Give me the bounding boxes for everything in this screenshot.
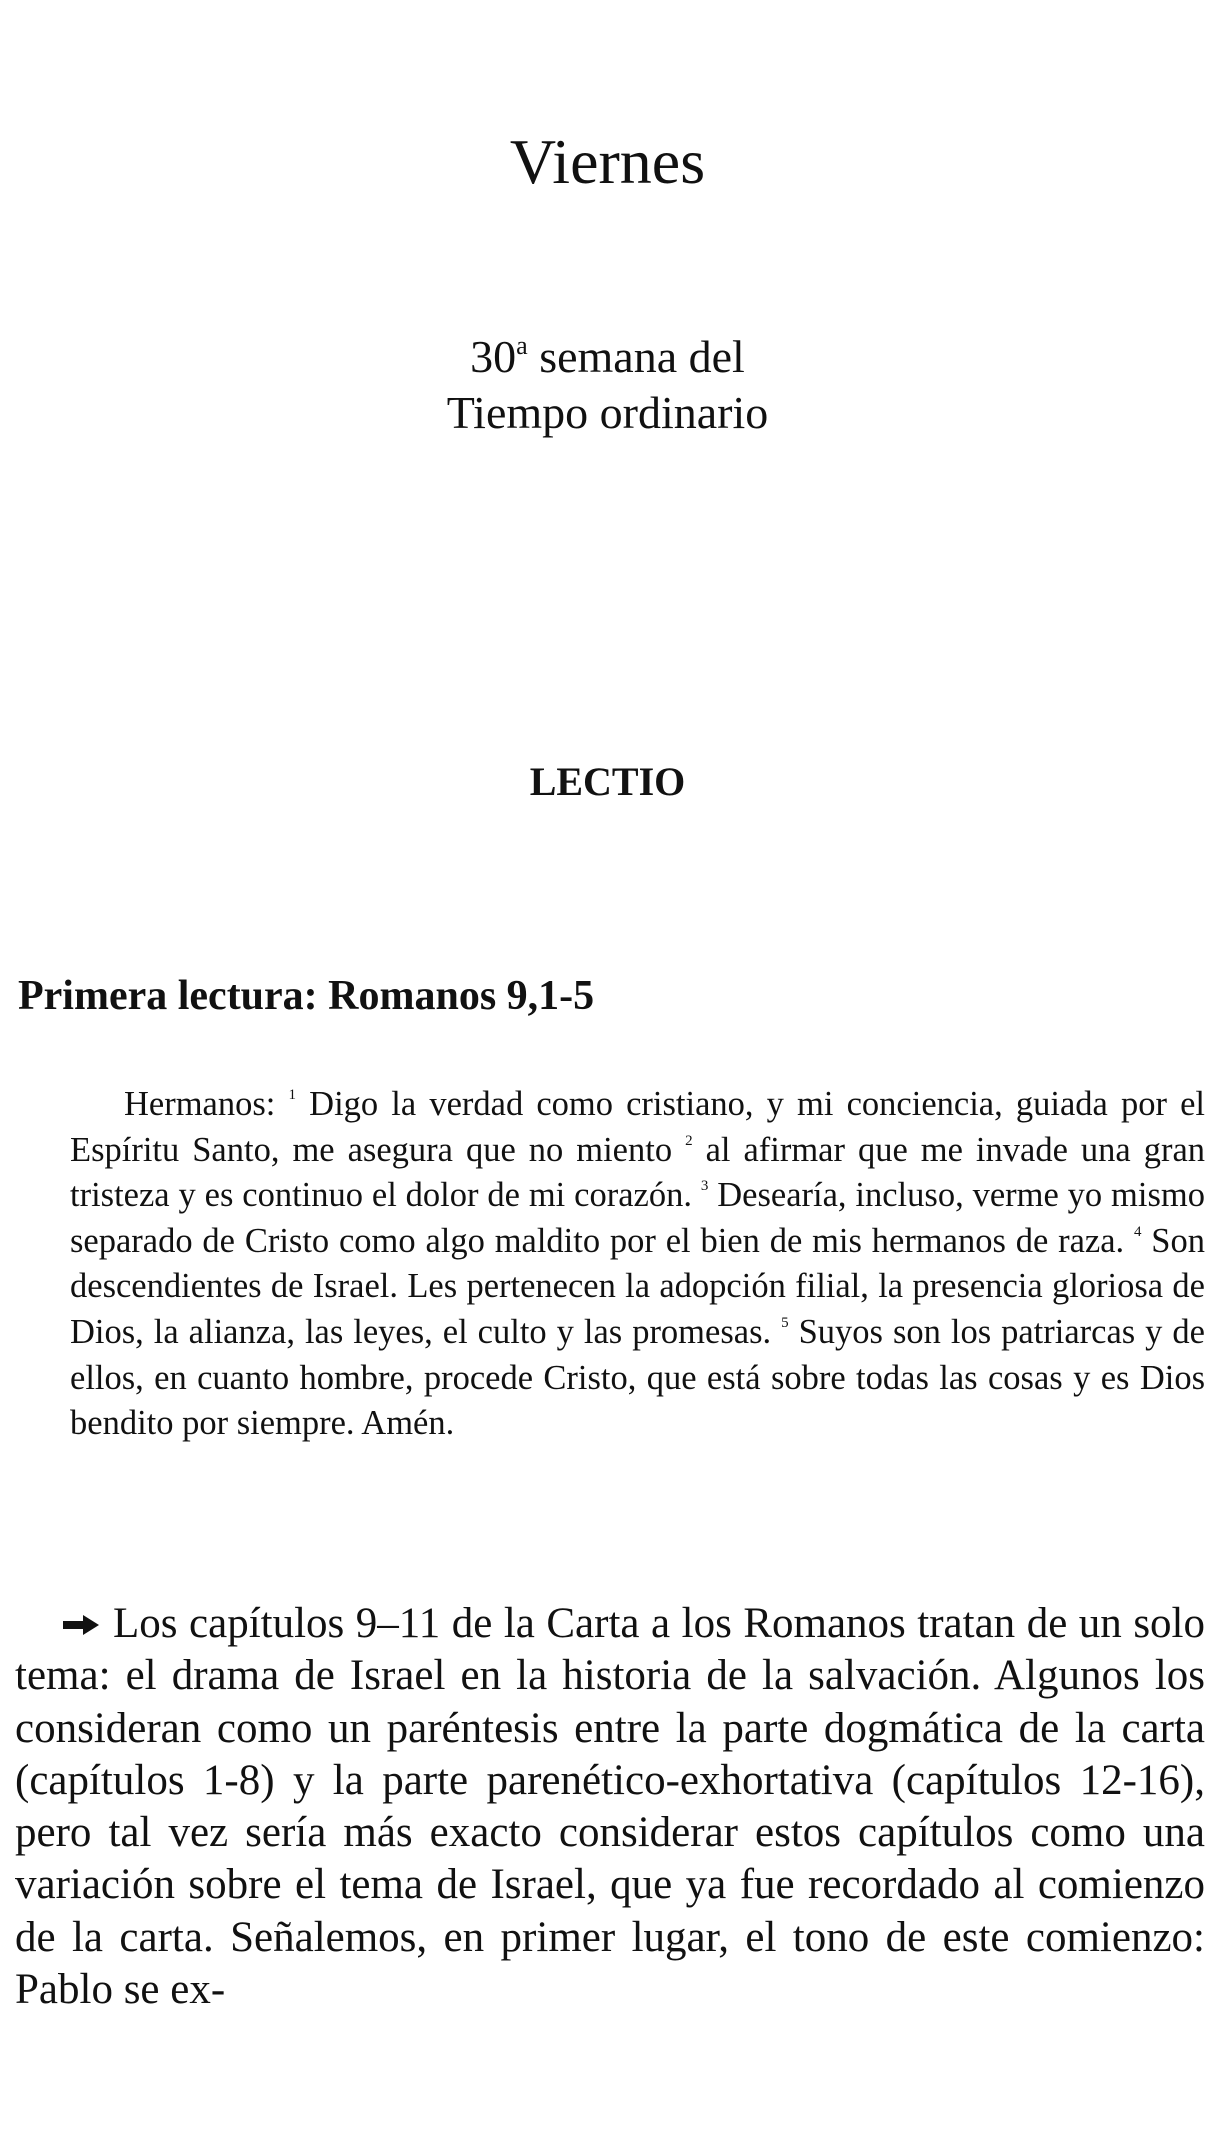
verse-text: Son descendientes de Israel. Les pertenecen la adopción filial, la presencia gloriosa de Dios, la alianza, las leyes, el culto y las promesas. [70, 1221, 1205, 1351]
subtitle-season-line: Tiempo ordinario [446, 387, 769, 438]
week-line-rest: semana del [527, 331, 745, 382]
verse-text: Digo la verdad como cristiano, y mi conciencia, guiada por el Espíritu Santo, me asegura que no miento [70, 1085, 1205, 1169]
verse-number: 1 [288, 1087, 297, 1103]
verse-number: 5 [781, 1314, 789, 1331]
verse-text: al afirmar que me invade una gran tristeza y es continuo el dolor de mi corazón. [70, 1130, 1206, 1215]
right-arrow-icon [63, 1615, 99, 1635]
commentary-paragraph [15, 1598, 1205, 2016]
verse-number: 2 [685, 1132, 693, 1149]
week-number: 30 [470, 331, 517, 382]
scripture-passage [70, 1082, 1205, 1447]
page-subtitle [0, 318, 1215, 441]
page-title: Viernes [509, 126, 706, 197]
verse-number: 4 [1133, 1223, 1142, 1240]
week-ordinal-suffix: a [516, 331, 528, 360]
section-title: LECTIO [529, 759, 686, 804]
commentary-text: Los capítulos 9–11 de la Carta a los Romanos tratan de un solo tema: el drama de Israel en la historia de la salvación. Algunos los consideran como un paréntesis entre la parte dogmática de la carta (capítulos 1-8) y la parte parenético-exhortativa (capítulos 12-16), pero tal vez sería más exacto considerar estos capítulos como una variación sobre el tema de Israel, que ya fue recordado al comienzo de la carta. Señalemos, en primer lugar, el tono de este comienzo: Pablo se ex- [15, 1600, 1205, 2014]
verse-text: Suyos son los patriarcas y de ellos, en cuanto hombre, procede Cristo, que está sobre todas las cosas y es Dios bendito por siempre. Amén. [70, 1312, 1205, 1443]
verse-number: 3 [700, 1178, 709, 1195]
verse-intro: Hermanos: [124, 1085, 289, 1123]
subtitle-week-line [0, 318, 1215, 385]
reading-heading: Primera lectura: Romanos 9,1-5 [18, 973, 595, 1019]
verse-text: Desearía, incluso, verme yo mismo separado de Cristo como algo maldito por el bien de mis hermanos de raza. [70, 1176, 1205, 1260]
